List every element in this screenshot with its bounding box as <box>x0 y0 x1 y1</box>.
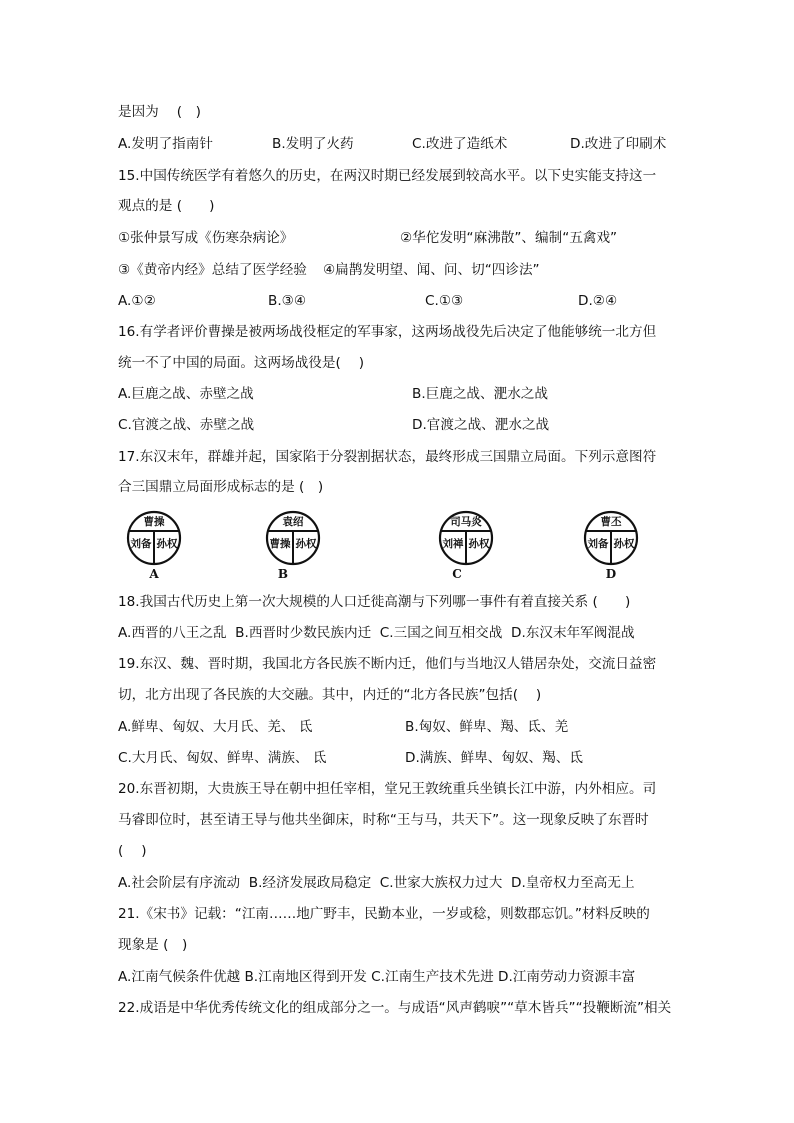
q16-stem-line1: 16.有学者评价曹操是被两场战役框定的军事家，这两场战役先后决定了他能够统一北方但 <box>118 324 657 340</box>
q20-stem-line2: 马睿即位时，甚至请王导与他共坐御床，时称“王与马，共天下”。这一现象反映了东晋时 <box>118 812 649 828</box>
diagram-d-left: 刘备 <box>587 538 609 550</box>
q19-option-d: D.满族、鲜卑、匈奴、羯、氐 <box>405 750 583 766</box>
diagram-a <box>128 512 180 581</box>
q20-stem-line3: ( ) <box>118 843 147 859</box>
q18-stem: 18.我国古代历史上第一次大规模的人口迁徙高潮与下列哪一事件有着直接关系 ( ) <box>118 594 631 610</box>
q15-stem-line1: 15.中国传统医学有着悠久的历史，在两汉时期已经发展到较高水平。以下史实能支持这一 <box>118 168 657 184</box>
q14-stem-tail: 是因为 ( ) <box>118 104 201 120</box>
q21-stem-line2: 现象是 ( ) <box>118 937 188 953</box>
q15-option-c: C.①③ <box>425 293 464 309</box>
q15-item-1: ①张仲景写成《伤寒杂病论》 <box>118 230 294 246</box>
diagram-c <box>440 512 492 581</box>
q15-item-4: ④扁鹊发明望、闻、问、切“四诊法” <box>323 262 540 278</box>
diagram-a-letter: A <box>149 567 159 581</box>
diagram-c-left: 刘禅 <box>442 538 464 550</box>
q14-option-a: A.发明了指南针 <box>118 136 213 152</box>
q16-option-b: B.巨鹿之战、淝水之战 <box>412 386 548 402</box>
diagram-a-right: 孙权 <box>156 538 178 550</box>
q15-option-d: D.②④ <box>578 293 618 309</box>
q15-item-2: ②华佗发明“麻沸散”、编制“五禽戏” <box>400 230 618 246</box>
diagram-c-letter: C <box>452 567 462 581</box>
diagram-d-letter: D <box>605 567 617 581</box>
q19-stem-line1: 19.东汉、魏、晋时期，我国北方各民族不断内迁，他们与当地汉人错居杂处，交流日益密 <box>118 656 657 672</box>
q19-option-a: A.鲜卑、匈奴、大月氏、羌、 氐 <box>118 719 313 735</box>
q17-stem-line2: 合三国鼎立局面形成标志的是 ( ) <box>118 479 324 495</box>
diagram-c-right: 孙权 <box>468 538 490 550</box>
q14-option-b: B.发明了火药 <box>272 136 354 152</box>
q20-stem-line1: 20.东晋初期，大贵族王导在朝中担任宰相，堂兄王敦统重兵坐镇长江中游，内外相应。司 <box>118 781 657 797</box>
q19-stem-line2: 切，北方出现了各民族的大交融。其中，内迁的“北方各民族”包括( ) <box>118 687 542 703</box>
q16-option-d: D.官渡之战、淝水之战 <box>412 417 550 433</box>
diagram-d-top: 曹丕 <box>600 516 622 528</box>
q19-option-c: C.大月氏、匈奴、鲜卑、满族、 氐 <box>118 750 327 766</box>
diagram-b <box>267 512 319 581</box>
diagram-d-right: 孙权 <box>613 538 635 550</box>
diagram-b-left: 曹操 <box>269 538 291 550</box>
q15-stem-line2: 观点的是 ( ) <box>118 198 215 214</box>
q21-options: A.江南气候条件优越 B.江南地区得到开发 C.江南生产技术先进 D.江南劳动力资源丰富 <box>118 969 636 985</box>
q14-option-d: D.改进了印刷术 <box>570 136 667 152</box>
q15-item-3: ③《黄帝内经》总结了医学经验 <box>118 262 307 278</box>
q17-diagram-row <box>118 510 688 582</box>
q15-option-b: B.③④ <box>268 293 307 309</box>
q14-option-c: C.改进了造纸术 <box>412 136 508 152</box>
q18-options: A.西晋的八王之乱 B.西晋时少数民族内迁 C.三国之间互相交战 D.东汉末年军阀混战 <box>118 625 635 641</box>
q17-stem-line1: 17.东汉末年，群雄并起，国家陷于分裂割据状态，最终形成三国鼎立局面。下列示意图符 <box>118 449 657 465</box>
q20-options: A.社会阶层有序流动 B.经济发展政局稳定 C.世家大族权力过大 D.皇帝权力至高无上 <box>118 875 635 891</box>
q21-stem-line1: 21.《宋书》记载：“江南……地广野丰，民勤本业，一岁或稔，则数郡忘饥。”材料反映的 <box>118 906 650 922</box>
diagram-b-top: 袁绍 <box>282 516 304 528</box>
q15-option-a: A.①② <box>118 293 156 309</box>
diagram-a-left: 刘备 <box>130 538 152 550</box>
diagram-a-top: 曹操 <box>143 516 165 528</box>
diagram-d <box>585 512 637 581</box>
q16-option-a: A.巨鹿之战、赤壁之战 <box>118 386 254 402</box>
q16-option-c: C.官渡之战、赤壁之战 <box>118 417 255 433</box>
q19-option-b: B.匈奴、鲜卑、羯、氐、羌 <box>405 719 569 735</box>
diagram-b-letter: B <box>277 567 289 581</box>
diagram-c-top: 司马炎 <box>450 516 482 528</box>
q22-stem-line1: 22.成语是中华优秀传统文化的组成部分之一。与成语“风声鹤唳”“草木皆兵”“投鞭断流”相关 <box>118 1000 672 1016</box>
q16-stem-line2: 统一不了中国的局面。这两场战役是( ) <box>118 355 365 371</box>
three-kingdoms-diagrams <box>118 510 688 582</box>
diagram-b-right: 孙权 <box>295 538 317 550</box>
